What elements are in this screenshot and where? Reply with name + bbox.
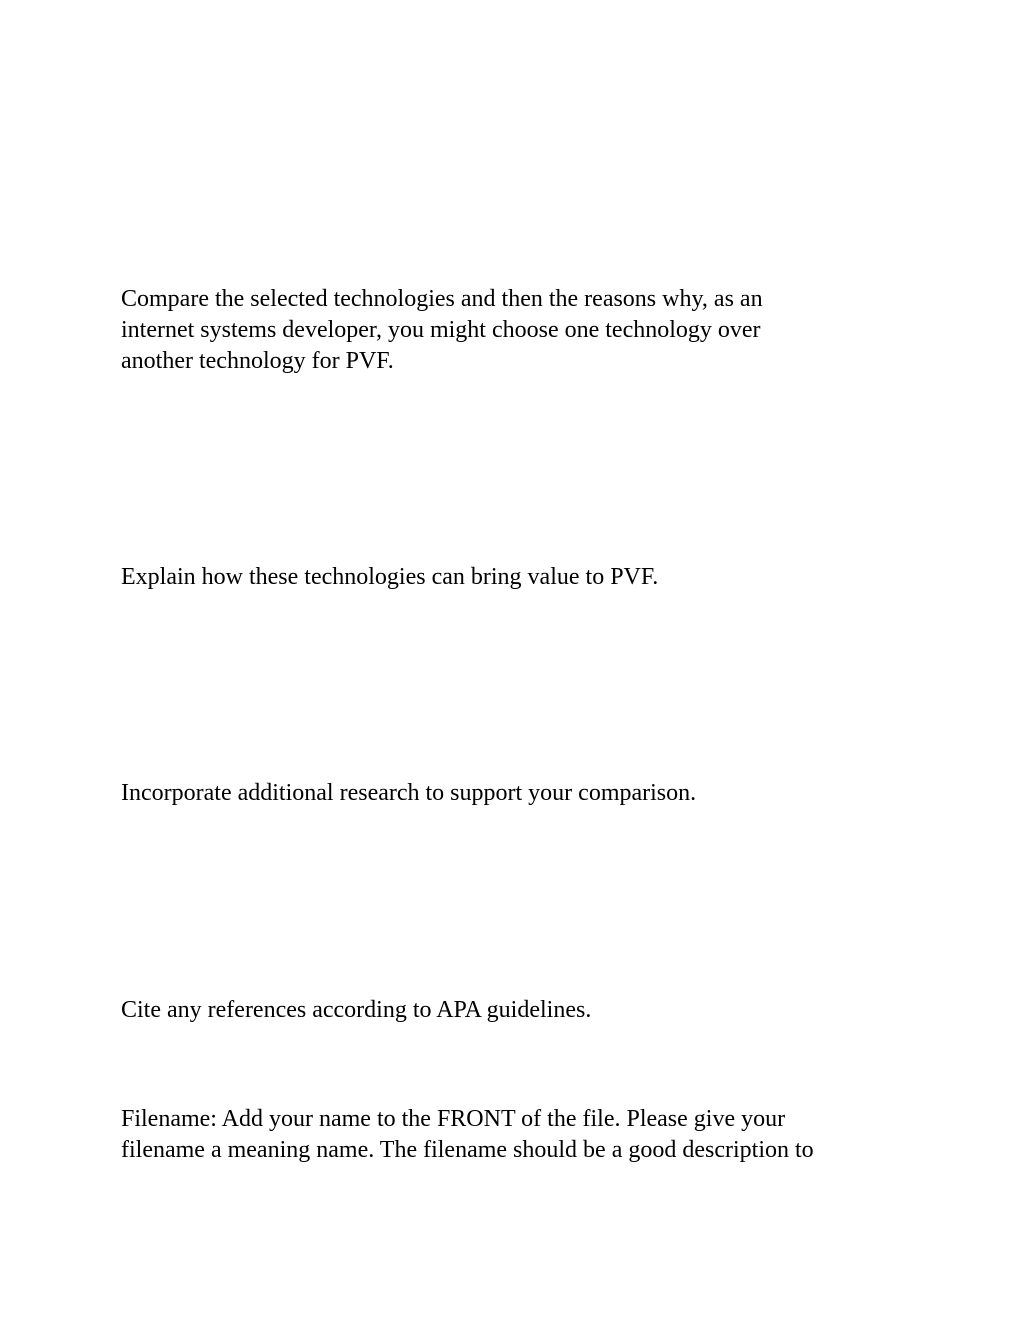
paragraph-cite-references [121, 995, 911, 1026]
paragraph-additional-research [121, 778, 911, 809]
paragraph-explain-value [121, 562, 911, 593]
text-line: Compare the selected technologies and then the reasons why, as an [121, 286, 763, 312]
text-line: internet systems developer, you might choose one technology over [121, 317, 761, 343]
text-line: Explain how these technologies can bring value to PVF. [121, 564, 659, 590]
paragraph-compare-technologies [121, 284, 911, 377]
text-line: Filename: Add your name to the FRONT of the file. Please give your [121, 1106, 786, 1132]
paragraph-filename-instructions [121, 1104, 911, 1166]
text-line: filename a meaning name. The filename should be a good description to [121, 1137, 814, 1163]
text-line: another technology for PVF. [121, 348, 394, 374]
text-line: Cite any references according to APA guidelines. [121, 997, 592, 1023]
text-line: Incorporate additional research to support your comparison. [121, 780, 697, 806]
